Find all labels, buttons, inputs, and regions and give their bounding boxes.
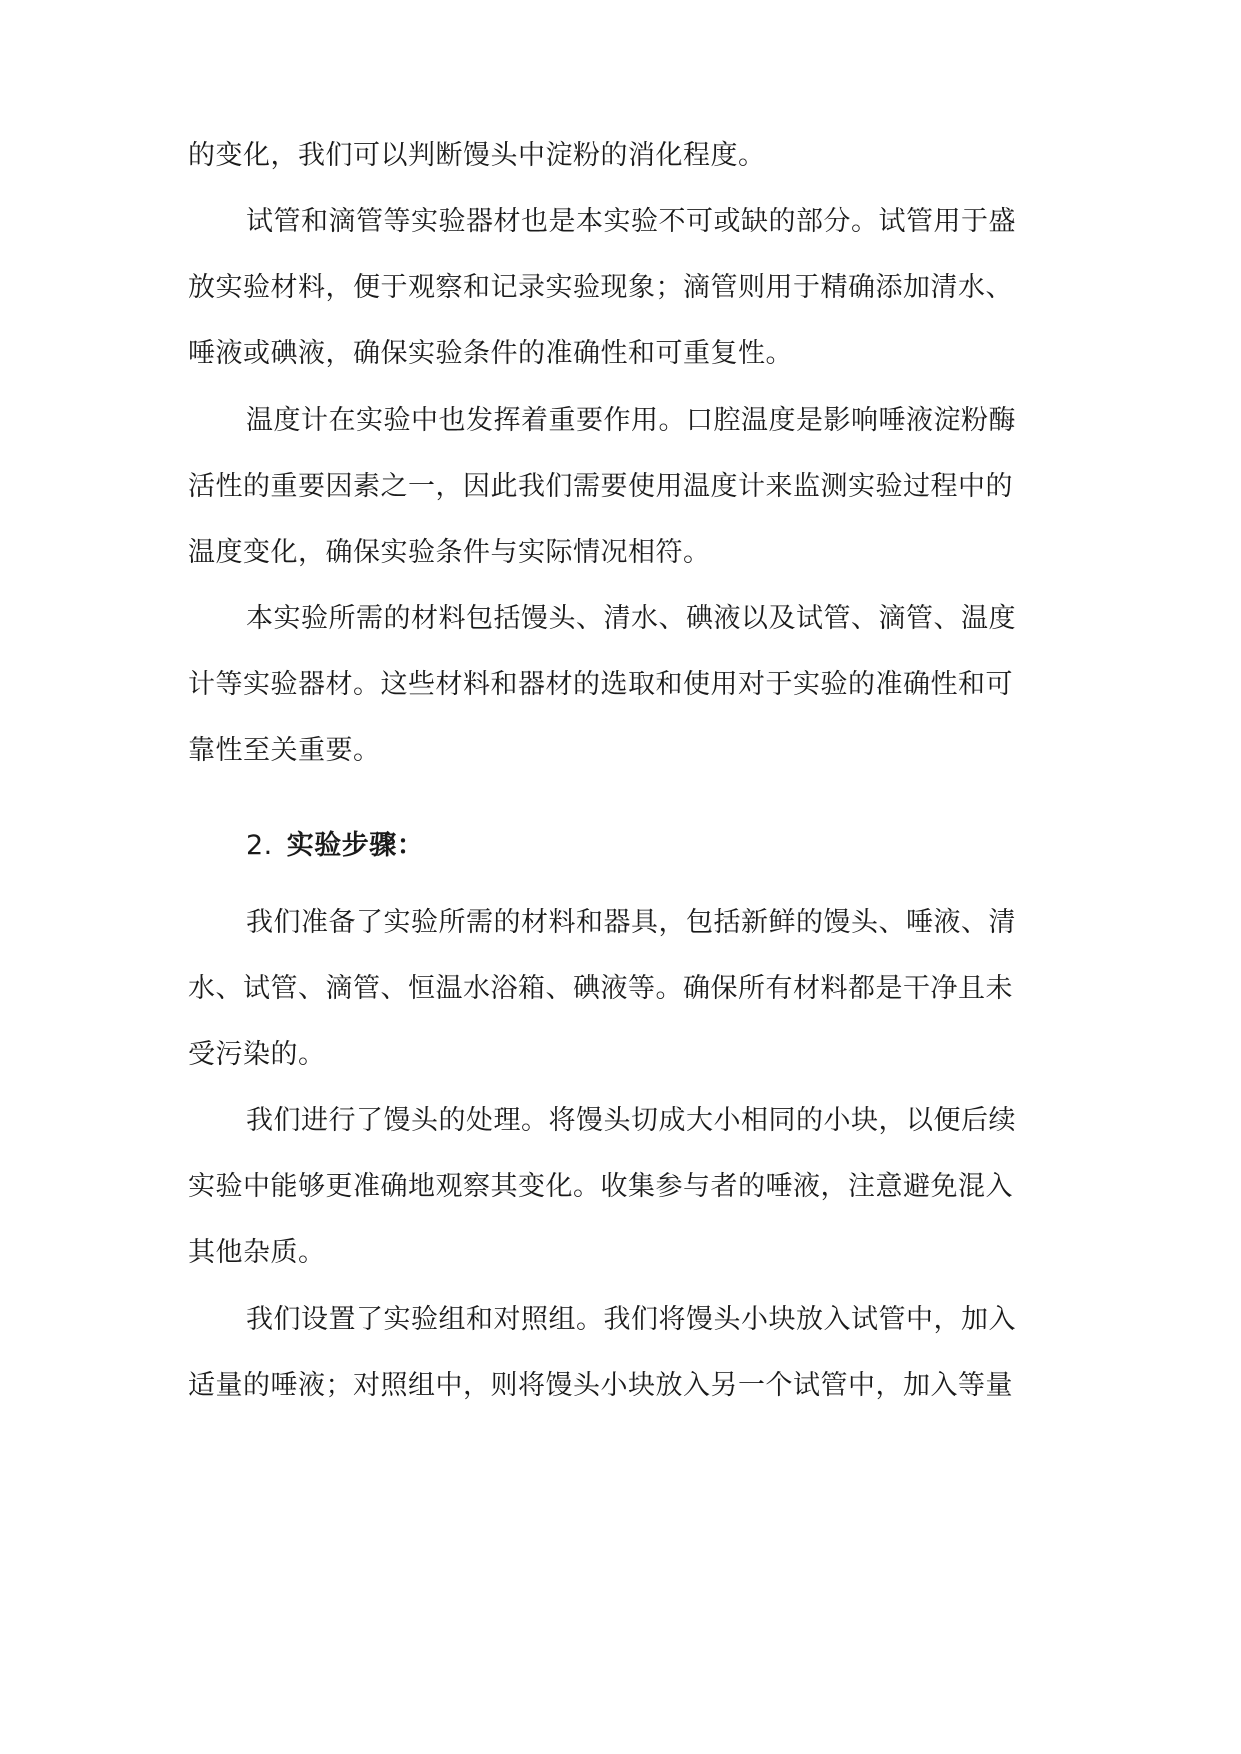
paragraph-line: 实验中能够更准确地观察其变化。收集参与者的唾液，注意避免混入	[188, 1171, 1013, 1202]
paragraph-line: 试管和滴管等实验器材也是本实验不可或缺的部分。试管用于盛	[246, 206, 1016, 237]
paragraph-line: 适量的唾液；对照组中，则将馒头小块放入另一个试管中，加入等量	[188, 1370, 1013, 1401]
paragraph-line: 唾液或碘液，确保实验条件的准确性和可重复性。	[188, 338, 793, 369]
paragraph-line: 活性的重要因素之一，因此我们需要使用温度计来监测实验过程中的	[188, 471, 1013, 502]
paragraph-line: 计等实验器材。这些材料和器材的选取和使用对于实验的准确性和可	[188, 669, 1013, 700]
paragraph-line: 水、试管、滴管、恒温水浴箱、碘液等。确保所有材料都是干净且未	[188, 973, 1013, 1004]
paragraph-line: 的变化，我们可以判断馒头中淀粉的消化程度。	[188, 140, 766, 171]
section-title: 实验步骤：	[286, 830, 425, 861]
paragraph-line: 本实验所需的材料包括馒头、清水、碘液以及试管、滴管、温度	[246, 603, 1016, 634]
paragraph-line: 受污染的。	[188, 1039, 326, 1070]
paragraph-line: 放实验材料，便于观察和记录实验现象；滴管则用于精确添加清水、	[188, 272, 1013, 303]
paragraph-line: 我们进行了馒头的处理。将馒头切成大小相同的小块，以便后续	[246, 1105, 1016, 1136]
paragraph-line: 我们设置了实验组和对照组。我们将馒头小块放入试管中，加入	[246, 1304, 1016, 1335]
paragraph-line: 我们准备了实验所需的材料和器具，包括新鲜的馒头、唾液、清	[246, 907, 1016, 938]
section-heading	[246, 826, 424, 866]
paragraph-line: 靠性至关重要。	[188, 735, 381, 766]
paragraph-line: 温度变化，确保实验条件与实际情况相符。	[188, 537, 711, 568]
section-number: 2.	[246, 830, 273, 861]
paragraph-line: 温度计在实验中也发挥着重要作用。口腔温度是影响唾液淀粉酶	[246, 405, 1016, 436]
paragraph-line: 其他杂质。	[188, 1237, 326, 1268]
